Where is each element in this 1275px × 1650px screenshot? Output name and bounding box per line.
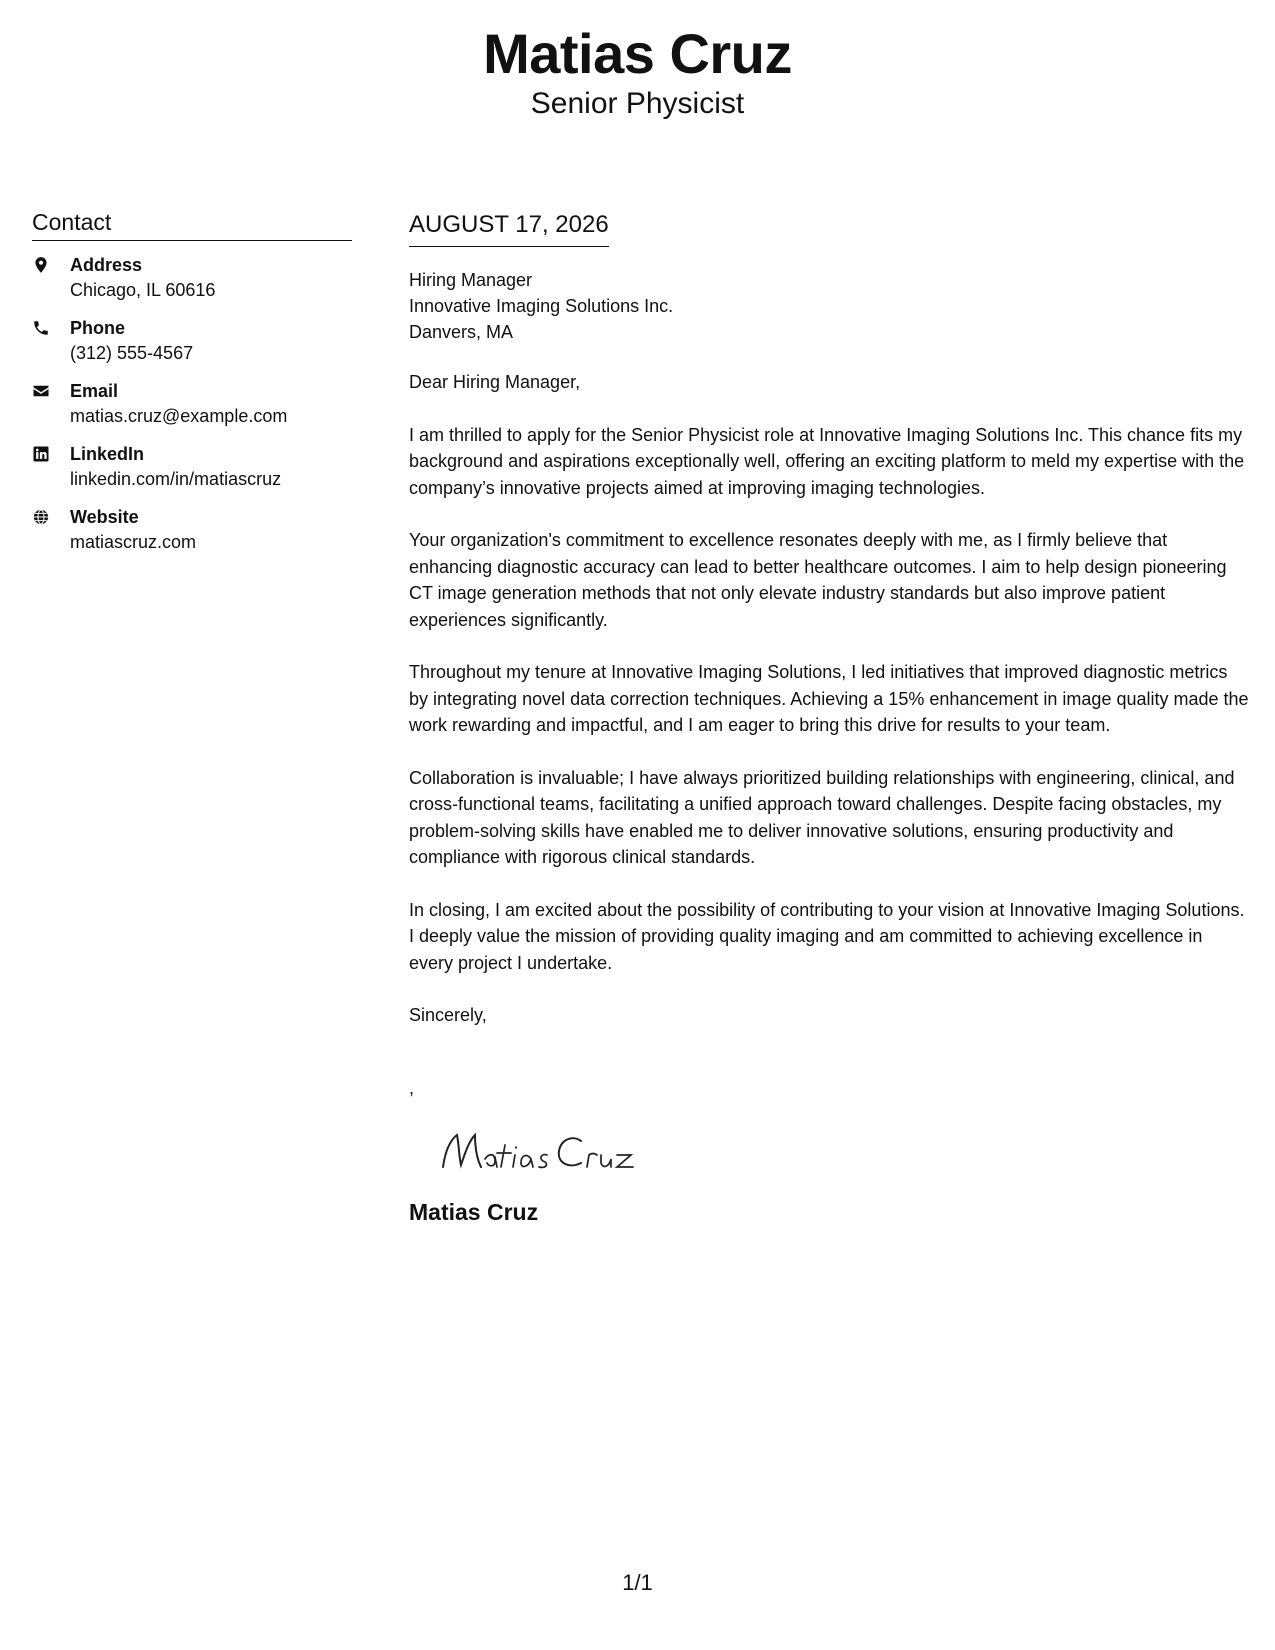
body-paragraph: Collaboration is invaluable; I have always prioritized building relationships with engineering, clinical, and cross-functional teams, facilitating a unified approach toward challenges. Despite facing obstacles, my problem-solving skills have enabled me to deliver innovative solutions, ensuring productivity and compliance with rigorous clinical standards. <box>409 767 1235 867</box>
website-label: Website <box>70 507 139 527</box>
email-value: matias.cruz@example.com <box>70 406 288 426</box>
linkedin-label: LinkedIn <box>70 444 145 464</box>
recipient-company: Innovative Imaging Solutions Inc. <box>409 296 674 316</box>
body-paragraph: In closing, I am excited about the possibility of contributing to your vision at Innovative Imaging Solutions. I deeply value the mission of providing quality imaging and am committed to achieving excellence in every project I undertake. <box>409 899 1245 973</box>
applicant-name: Matias Cruz <box>483 22 792 85</box>
comma-line: , <box>409 1077 415 1098</box>
envelope-icon <box>32 379 70 403</box>
location-pin-icon <box>32 253 70 277</box>
body-paragraph: Your organization's commitment to excellence resonates deeply with me, as I firmly believe that enhancing diagnostic accuracy can lead to better healthcare outcomes. I aim to help design pioneering CT image generation methods that not only elevate industry standards but also improve patient experiences significantly. <box>409 530 1227 630</box>
body-paragraph: Throughout my tenure at Innovative Imaging Solutions, I led initiatives that improved diagnostic metrics by integrating novel data correction techniques. Achieving a 15% enhancement in image quality made the work rewarding and impactful, and I am eager to bring this drive for results to your team. <box>409 662 1249 735</box>
contact-heading: Contact <box>32 208 352 241</box>
signer-name: Matias Cruz <box>409 1198 539 1225</box>
page-number: 1/1 <box>622 1570 653 1595</box>
linkedin-icon <box>32 442 70 466</box>
phone-label: Phone <box>70 318 126 338</box>
body-paragraph: I am thrilled to apply for the Senior Physicist role at Innovative Imaging Solutions Inc. This chance fits my background and aspirations exceptionally well, offering an exciting platform to meld my expertise with the company’s innovative projects aimed at improving imaging technologies. <box>409 424 1245 498</box>
contact-item-phone <box>32 316 352 366</box>
contact-item-linkedin <box>32 442 352 492</box>
recipient-line: Hiring Manager <box>409 270 533 290</box>
letter-date: AUGUST 17, 2026 <box>409 211 609 238</box>
contact-item-email <box>32 379 352 429</box>
date-block <box>409 210 609 247</box>
contact-item-website <box>32 505 352 555</box>
recipient-location: Danvers, MA <box>409 322 514 342</box>
phone-icon <box>32 316 70 340</box>
email-label: Email <box>70 381 119 401</box>
recipient-block <box>409 267 1249 345</box>
address-label: Address <box>70 255 143 275</box>
contact-item-address <box>32 253 352 303</box>
letter-header <box>0 22 1275 122</box>
closing: Sincerely, <box>409 1005 487 1025</box>
letter-body <box>409 210 1249 1226</box>
address-value: Chicago, IL 60616 <box>70 280 216 300</box>
globe-icon <box>32 505 70 529</box>
phone-value: (312) 555-4567 <box>70 343 194 363</box>
contact-sidebar <box>32 208 352 568</box>
salutation: Dear Hiring Manager, <box>409 372 581 392</box>
linkedin-value: linkedin.com/in/matiascruz <box>70 469 282 489</box>
applicant-title: Senior Physicist <box>530 87 745 120</box>
website-value: matiascruz.com <box>70 532 197 552</box>
handwritten-signature <box>435 1123 655 1177</box>
